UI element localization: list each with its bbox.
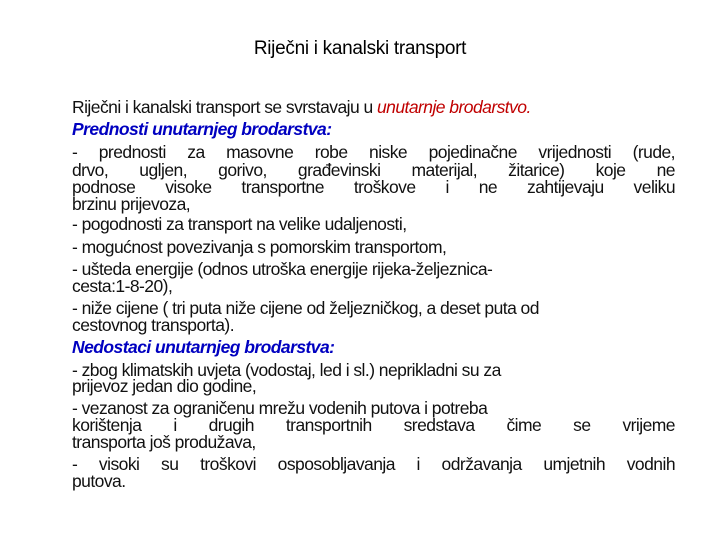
disadvantage-line: putova. — [72, 471, 126, 491]
advantage-line: cesta:1-8-20), — [72, 276, 173, 296]
advantages-heading: Prednosti unutarnjeg brodarstva: — [72, 119, 332, 139]
disadvantage-line: prijevoz jedan dio godine, — [72, 376, 257, 396]
disadvantage-line: transporta još produžava, — [72, 432, 256, 452]
advantage-line: podnose visoke transportne troškove i ne zahtijevaju veliku — [72, 177, 675, 197]
advantage-line: drvo, ugljen, gorivo, građevinski materijal, žitarice) koje ne — [72, 160, 675, 180]
advantage-line: cestovnog transporta). — [72, 315, 235, 335]
disadvantages-heading: Nedostaci unutarnjeg brodarstva: — [72, 337, 335, 357]
advantage-line: - mogućnost povezivanja s pomorskim transportom, — [72, 237, 447, 257]
intro-line — [72, 97, 675, 117]
disadvantage-line: - zbog klimatskih uvjeta (vodostaj, led i sl.) neprikladni su za — [72, 360, 501, 380]
disadvantage-line: korištenja i drugih transportnih sredstava čime se vrijeme — [72, 415, 675, 435]
intro-text: Riječni i kanalski transport se svrstavaju u — [72, 97, 377, 117]
advantage-line: - ušteda energije (odnos utroška energije rijeka-željeznica- — [72, 259, 493, 279]
disadvantage-line: - vezanost za ograničenu mrežu vodenih putova i potreba — [72, 398, 488, 418]
advantage-line: brzinu prijevoza, — [72, 194, 191, 214]
advantage-line: - prednosti za masovne robe niske pojedinačne vrijednosti (rude, — [72, 142, 675, 162]
intro-emphasis: unutarnje brodarstvo. — [376, 97, 531, 117]
advantage-line: - pogodnosti za transport na velike udaljenosti, — [72, 214, 407, 234]
disadvantage-line: - visoki su troškovi osposobljavanja i održavanja umjetnih vodnih — [72, 454, 675, 474]
advantage-line: - niže cijene ( tri puta niže cijene od željezničkog, a deset puta od — [72, 298, 539, 318]
slide-title: Riječni i kanalski transport — [253, 38, 467, 59]
